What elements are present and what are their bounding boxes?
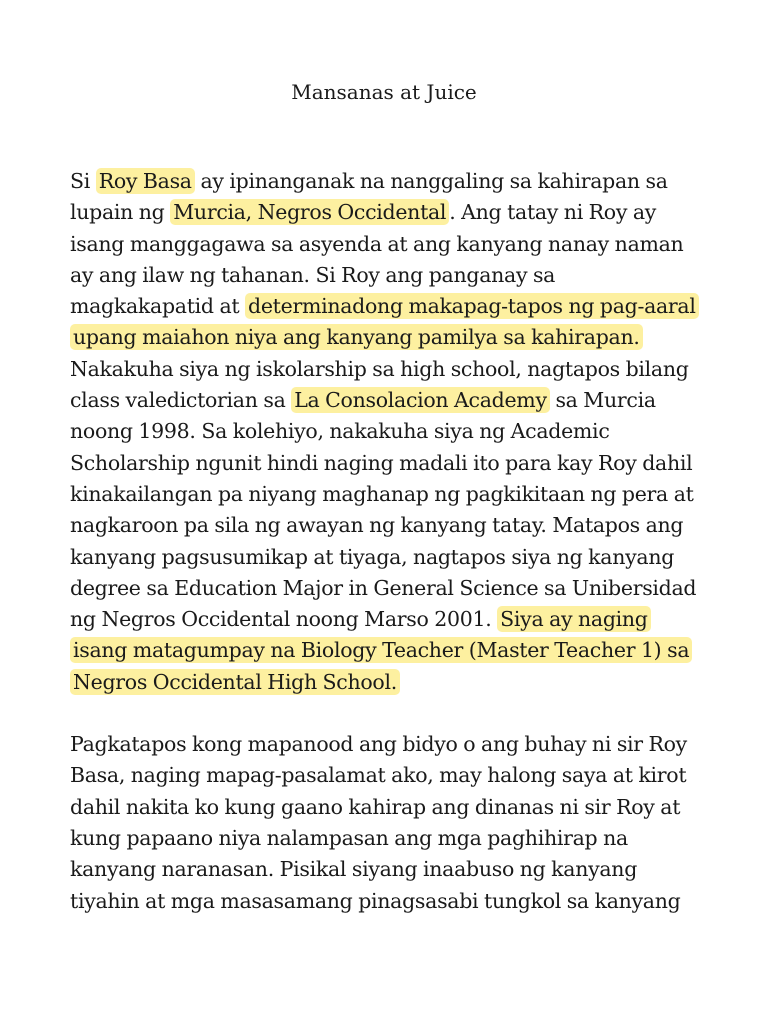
text-segment: Si xyxy=(70,169,96,193)
document-title: Mansanas at Juice xyxy=(291,80,477,104)
highlighted-text: Murcia, Negros Occidental xyxy=(170,199,449,225)
text-segment: sa Murcia noong 1998. Sa kolehiyo, nakakuha siya ng Academic Scholarship ngunit hindi naging madali ito para kay Roy dahil kinakailangan pa niyang maghanap ng pagkikitaan ng pera at nagkaroon pa sila ng awayan ng kanyang tatay. Matapos ang kanyang pagsusumikap at tiyaga, nagtapos siya ng kanyang degree sa Education Major in General Science sa Unibersidad ng Negros Occidental noong Marso 2001. xyxy=(70,388,697,632)
paragraph-biography xyxy=(70,166,698,698)
text-segment: ay ipinanganak na nanggaling sa kahirapan sa lupain ng xyxy=(70,169,668,225)
highlighted-text: La Consolacion Academy xyxy=(291,387,550,413)
highlighted-text: Roy Basa xyxy=(96,168,195,194)
highlighted-text: determinadong makapag-tapos ng pag-aaral upang maiahon niya ang kanyang pamilya sa kahirapan. xyxy=(70,293,699,350)
paragraph-reflection: Pagkatapos kong mapanood ang bidyo o ang buhay ni sir Roy Basa, naging mapag-pasalamat ako, may halong saya at kirot dahil nakita ko kung gaano kahirap ang dinanas ni sir Roy at kung papaano niya nalampasan ang mga paghihirap na kanyang naranasan. Pisikal siyang inaabuso ng kanyang tiyahin at mga masasamang pinagsasabi tungkol sa kanyang xyxy=(70,732,687,913)
text-segment: . Ang tatay ni Roy ay isang manggagawa sa asyenda at ang kanyang nanay naman ay ang ilaw ng tahanan. Si Roy ang panganay sa magkakapatid at xyxy=(70,200,684,319)
text-segment: Nakakuha siya ng iskolarship sa high school, nagtapos bilang class valedictorian sa xyxy=(70,356,689,413)
highlighted-text: Siya ay naging isang matagumpay na Biology Teacher (Master Teacher 1) sa Negros Occidental High School. xyxy=(70,606,692,695)
